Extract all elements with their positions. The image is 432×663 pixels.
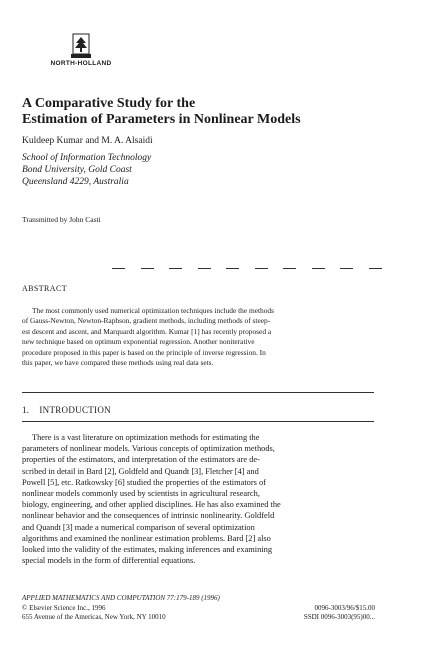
affiliation	[22, 152, 151, 188]
copyright-notice: © Elsevier Science Inc., 1996	[22, 603, 106, 612]
title-line: A Comparative Study for the	[22, 96, 196, 111]
abstract-line: The most commonly used numerical optimization techniques include the methods	[32, 306, 274, 315]
paper-title	[22, 96, 402, 128]
abstract-text	[22, 306, 374, 368]
section-title: INTRODUCTION	[39, 405, 111, 415]
publisher-address: 655 Avenue of the Americas, New York, NY 10010	[22, 613, 166, 621]
publisher-logo	[47, 33, 115, 67]
introduction-text	[22, 432, 375, 566]
author-list: Kuldeep Kumar and M. A. Alsaidi	[22, 136, 153, 146]
abstract-line: new technique based on optimum exponential regression. Another noniterative	[22, 337, 255, 347]
transmitted-by: Transmitted by John Casti	[22, 215, 101, 224]
affiliation-line: Queensland 4229, Australia	[22, 177, 129, 187]
body-line: looked into the validity of the estimates, making inferences and examining	[22, 545, 273, 555]
body-line: scribed in detail in Bard [2], Goldfeld and Quandt [3], Fletcher [4] and	[22, 466, 259, 476]
abstract-heading: ABSTRACT	[22, 284, 67, 293]
body-line: and Quandt [3] made a numerical comparison of several optimization	[22, 522, 255, 532]
abstract-line: this paper, we have compared these methods using real data sets.	[22, 358, 214, 368]
page-footer	[22, 594, 375, 623]
body-line: special models in the form of differential equations.	[22, 556, 196, 566]
body-line: nonlinear models commonly used by scientists in agricultural research,	[22, 489, 260, 499]
section-rule-top	[22, 392, 374, 393]
elsevier-tree-icon	[70, 33, 92, 59]
section-heading	[22, 405, 111, 415]
dashed-separator	[112, 268, 382, 272]
ssdi-code: SSDI 0096-3003(95)00...	[303, 613, 375, 621]
body-line: There is a vast literature on optimization methods for estimating the	[32, 433, 260, 442]
body-line: Powell [5], etc. Ratkowsky [6] studied the properties of the estimators of	[22, 477, 266, 487]
body-line: properties of the estimators, and interpretation of the estimators are de-	[22, 455, 260, 465]
issn-code: 0096-3003/96/$15.00	[314, 603, 375, 612]
section-number: 1.	[22, 405, 30, 415]
body-line: nonlinear behavior and the consequences of intrinsic nonlinearity. Goldfeld	[22, 511, 275, 521]
affiliation-line: Bond University, Gold Coast	[22, 165, 132, 175]
body-line: biology, engineering, and other applied disciplines. He has also examined the	[22, 500, 281, 510]
section-rule-bottom	[22, 421, 374, 422]
abstract-line: of Gauss-Newton, Newton-Raphson, gradient methods, including methods of steep-	[22, 316, 271, 326]
journal-citation: APPLIED MATHEMATICS AND COMPUTATION 77:179-189 (1996)	[22, 594, 220, 602]
publisher-name: NORTH-HOLLAND	[50, 60, 112, 67]
title-line: Estimation of Parameters in Nonlinear Models	[22, 112, 301, 127]
abstract-line: procedure proposed in this paper is based on the principle of inverse regression. In	[22, 347, 266, 357]
body-line: parameters of nonlinear models. Various concepts of optimization methods,	[22, 444, 275, 454]
affiliation-line: School of Information Technology	[22, 153, 152, 163]
body-line: algorithms and examined the nonlinear estimation problems. Bard [2] also	[22, 533, 271, 543]
abstract-line: est descent and ascent, and Marquardt algorithm. Kumar [1] has recently proposed a	[22, 326, 272, 336]
